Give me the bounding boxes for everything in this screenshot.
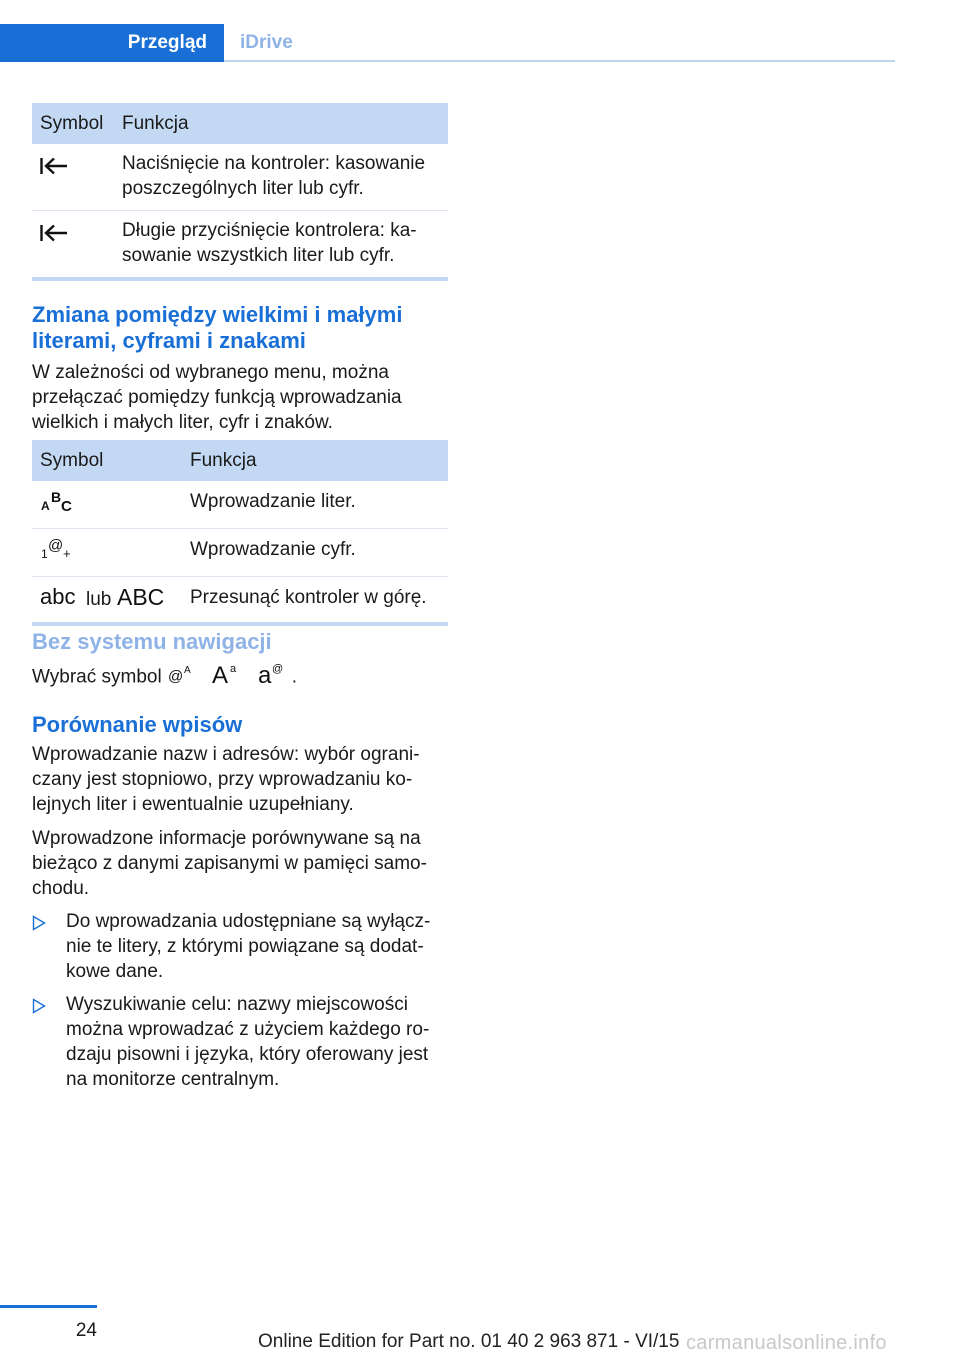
at-letter-icon [168, 663, 194, 692]
svg-text:B: B [51, 489, 62, 505]
column-header-symbol: Symbol [32, 440, 182, 481]
column-header-function: Funkcja [114, 103, 448, 144]
table-row [32, 481, 448, 529]
period: . [291, 666, 297, 688]
table-row [32, 529, 448, 577]
backspace-icon [40, 224, 68, 249]
delete-symbols-table [32, 103, 448, 281]
svg-text:ABC: ABC [117, 585, 165, 607]
letters-abc-icon [40, 489, 74, 520]
delete-symbols-table-wrap [32, 103, 448, 281]
triangle-bullet-icon [32, 913, 46, 929]
list-item [32, 992, 448, 1092]
column-header-function: Funkcja [182, 440, 448, 481]
section-text-compare-1: Wprowadzanie nazw i adresów: wybór ograniczany jest stopniowo, przy wprowadzaniu kolejnych liter i ewentualnie uzupełniany. [32, 744, 420, 815]
row-text: Długie przyciśnięcie kontrolera: kasowanie wszystkich liter lub cyfr. [114, 211, 448, 280]
svg-text:C: C [61, 498, 72, 513]
svg-text:1: 1 [41, 547, 48, 561]
edition-text: Online Edition for Part no. 01 40 2 963 871 - VI/15 [258, 1331, 680, 1352]
table-header-row [32, 440, 448, 481]
input-mode-table-wrap [32, 440, 448, 626]
svg-text:a: a [257, 662, 272, 686]
bullet-text: Do wprowadzania udostępniane są wyłącznie te litery, z którymi powiązane są dodatkowe dane. [66, 911, 431, 982]
svg-text:A: A [211, 662, 228, 686]
svg-text:@: @ [48, 537, 64, 554]
backspace-icon [40, 157, 68, 182]
section-heading-compare: Porównanie wpisów [32, 712, 243, 737]
section-text-no-nav [32, 662, 448, 693]
column-header-symbol: Symbol [32, 103, 114, 144]
svg-text:@: @ [271, 663, 283, 675]
svg-text:A: A [183, 665, 191, 676]
select-symbol-text: Wybrać symbol [32, 666, 162, 688]
svg-text:abc: abc [40, 585, 76, 607]
svg-text:+: + [63, 546, 71, 561]
tab-przeglad[interactable]: Przegląd [0, 24, 224, 62]
triangle-bullet-icon [32, 996, 46, 1012]
svg-text:@: @ [167, 668, 183, 685]
page-number: 24 [75, 1320, 97, 1341]
row-text: Naciśnięcie na kontroler: kasowanie poszczególnych liter lub cyfr. [114, 144, 448, 211]
input-mode-table [32, 440, 448, 626]
uppercase-a-icon [212, 662, 240, 693]
header-tabbar [0, 24, 895, 62]
row-text: Wprowadzanie liter. [182, 481, 448, 529]
tab-idrive[interactable]: iDrive [240, 32, 293, 53]
lowercase-abc-icon [40, 585, 80, 614]
row-text: Przesunąć kontroler w górę. [182, 577, 448, 625]
table-row [32, 577, 448, 625]
numbers-at-icon [40, 537, 74, 568]
table-row [32, 211, 448, 280]
row-text: Wprowadzanie cyfr. [182, 529, 448, 577]
list-item [32, 909, 448, 984]
svg-text:a: a [229, 663, 236, 675]
watermark: carmanualsonline.info [686, 1332, 887, 1354]
section-text-change: W zależności od wybranego menu, można przełączać pomiędzy funkcją wprowadzania wielkich i małych liter, cyfr i znaków. [32, 362, 402, 433]
table-header-row [32, 103, 448, 144]
section-text-compare-2: Wprowadzone informacje porównywane są na bieżąco z danymi zapisanymi w pamięci samochodu. [32, 828, 427, 899]
section-heading-no-nav: Bez systemu nawigacji [32, 629, 272, 654]
bullet-list [32, 909, 448, 1100]
footer-rule [0, 1305, 97, 1308]
or-label: lub [86, 589, 112, 610]
bullet-text: Wyszukiwanie celu: nazwy miejscowości można wprowadzać z użyciem każdego rodzaju pisowni i języka, który oferowany jest na monitorze centralnym. [66, 994, 430, 1090]
svg-text:A: A [41, 499, 50, 513]
lowercase-a-at-icon [258, 662, 286, 693]
table-row [32, 144, 448, 211]
section-heading-change: Zmiana pomiędzy wielkimi i małymi literami, cyframi i znakami [32, 302, 403, 353]
uppercase-abc-icon [117, 585, 165, 614]
